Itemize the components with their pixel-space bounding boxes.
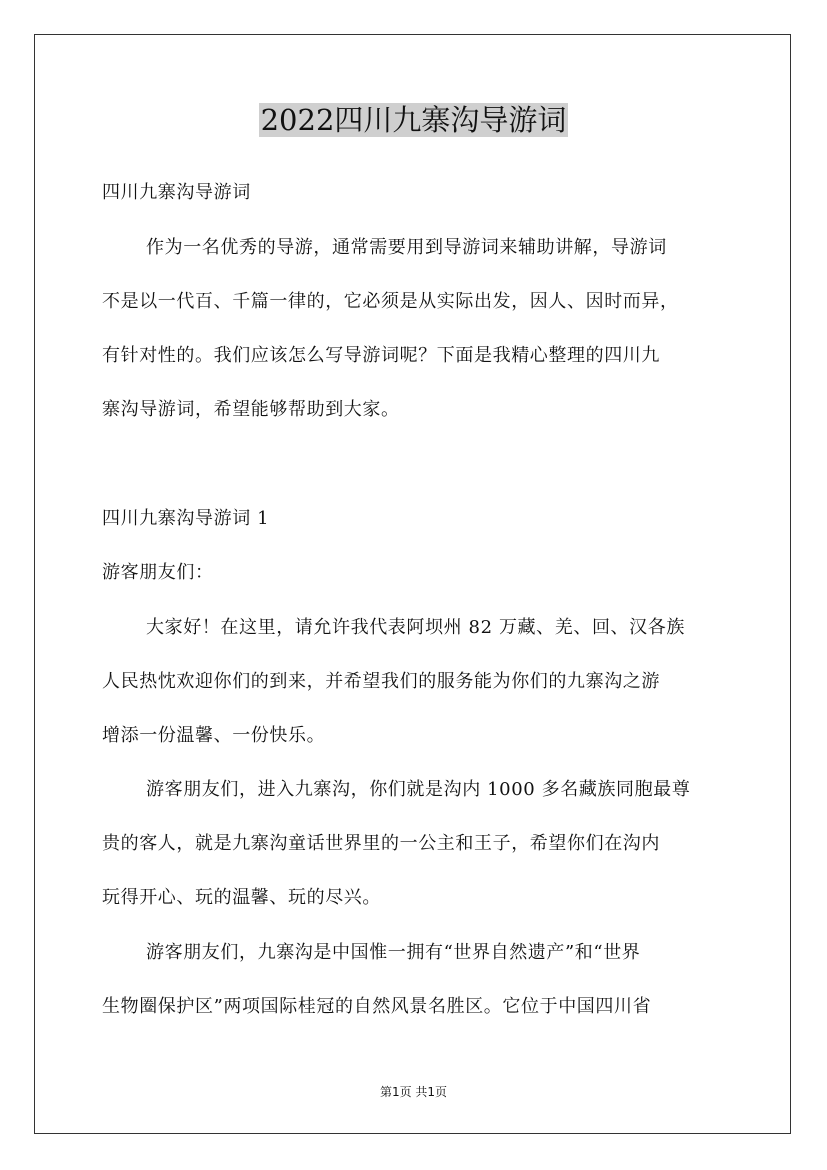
para2-line-3: 玩得开心、玩的温馨、玩的尽兴。: [102, 887, 381, 908]
para2-line-1: 游客朋友们，进入九寨沟，你们就是沟内 1000 多名藏族同胞最尊: [146, 779, 691, 800]
document-subtitle: 四川九寨沟导游词: [102, 182, 251, 203]
para2-line-2: 贵的客人，就是九寨沟童话世界里的一公主和王子，希望你们在沟内: [102, 833, 660, 854]
intro-line-2: 不是以一代百、千篇一律的，它必须是从实际出发，因人、因时而异，: [102, 291, 679, 312]
para1-line-2: 人民热忱欢迎你们的到来，并希望我们的服务能为你们的九寨沟之游: [102, 671, 660, 692]
para3-line-2: 生物圈保护区”两项国际桂冠的自然风景名胜区。它位于中国四川省: [102, 996, 652, 1017]
intro-line-1: 作为一名优秀的导游，通常需要用到导游词来辅助讲解，导游词: [146, 237, 667, 258]
intro-line-3: 有针对性的。我们应该怎么写导游词呢？下面是我精心整理的四川九: [102, 345, 660, 366]
para1-line-3: 增添一份温馨、一份快乐。: [102, 725, 326, 746]
document-title-text: 2022四川九寨沟导游词: [260, 103, 567, 137]
section-heading: 四川九寨沟导游词 1: [102, 508, 270, 529]
intro-line-4: 寨沟导游词，希望能够帮助到大家。: [102, 399, 400, 420]
document-title: [0, 98, 827, 142]
para1-line-1: 大家好！在这里，请允许我代表阿坝州 82 万藏、羌、回、汉各族: [146, 617, 685, 638]
para3-line-1: 游客朋友们，九寨沟是中国惟一拥有“世界自然遗产”和“世界: [146, 942, 641, 963]
greeting: 游客朋友们：: [102, 562, 214, 583]
page-footer: 第1页 共1页: [379, 1085, 448, 1099]
